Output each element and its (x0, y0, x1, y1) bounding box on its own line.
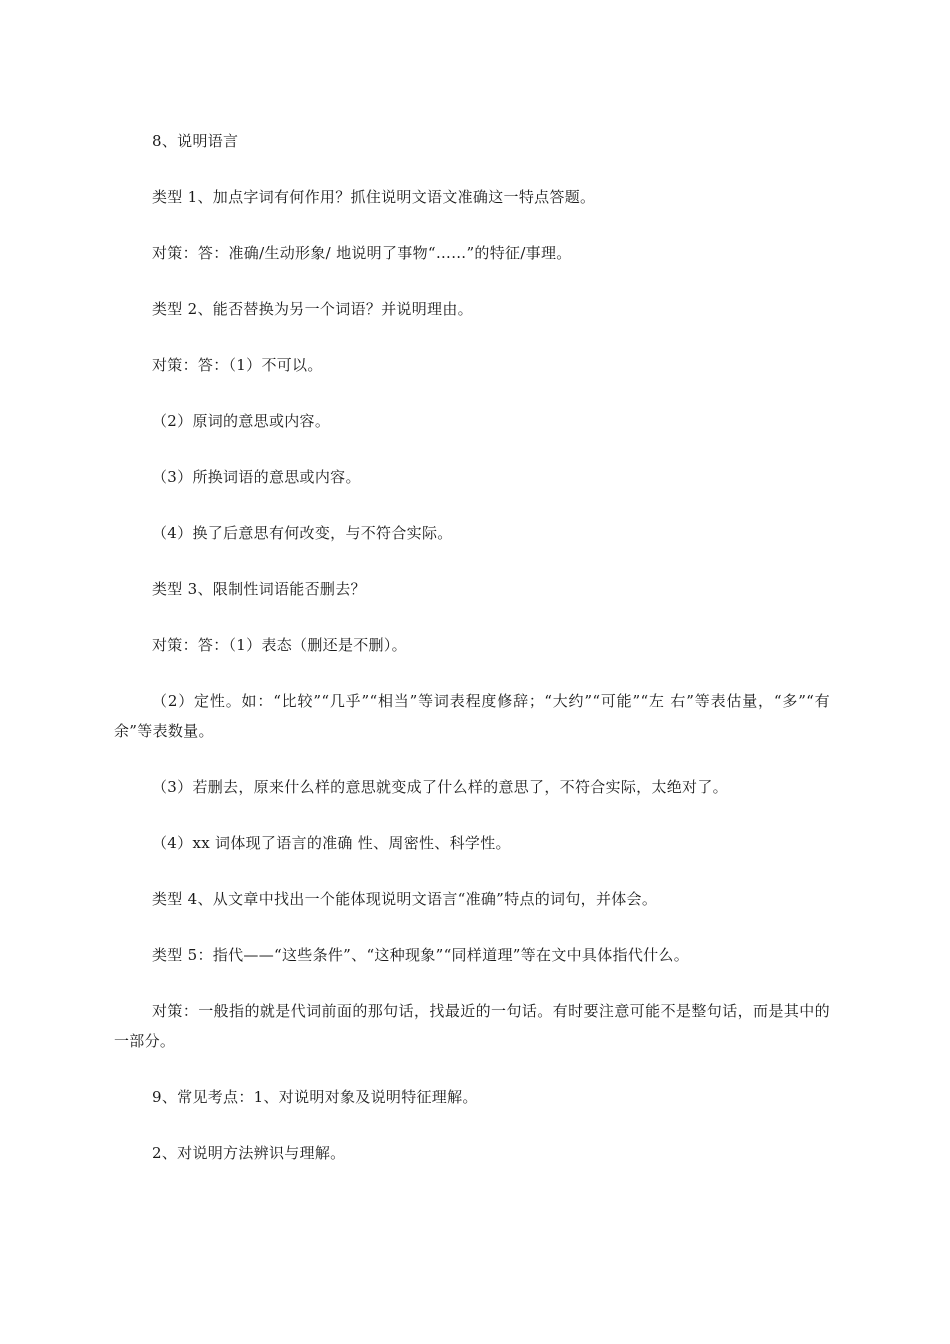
paragraph-type-4: 类型 4、从文章中找出一个能体现说明文语言“准确”特点的词句，并体会。 (152, 890, 658, 908)
paragraph-strategy-3-item-3: （3）若删去，原来什么样的意思就变成了什么样的意思了，不符合实际，太绝对了。 (152, 778, 728, 796)
paragraph-type-1: 类型 1、加点字词有何作用？抓住说明文语文准确这一特点答题。 (152, 188, 596, 206)
document-body (114, 126, 830, 1194)
paragraph-strategy-2: 对策：答：（1）不可以。 (152, 356, 323, 374)
paragraph-type-2: 类型 2、能否替换为另一个词语？并说明理由。 (152, 300, 473, 318)
paragraph-strategy-3: 对策：答：（1）表态（删还是不删）。 (152, 636, 407, 654)
paragraph-point-2: 2、对说明方法辨识与理解。 (152, 1144, 346, 1162)
section-heading-8: 8、说明语言 (152, 132, 239, 150)
paragraph-strategy-1: 对策：答：准确/生动形象/ 地说明了事物“……”的特征/事理。 (152, 244, 572, 262)
paragraph-strategy-2-item-3: （3）所换词语的意思或内容。 (152, 468, 361, 486)
paragraph-strategy-3-item-2: （2）定性。如：“比较”“几乎”“相当”等词表程度修辞；“大约”“可能”“左 右”等表估量，“多”“有余”等表数量。 (114, 692, 830, 740)
paragraph-type-5: 类型 5：指代——“这些条件”、“这种现象”“同样道理”等在文中具体指代什么。 (152, 946, 690, 964)
paragraph-strategy-5: 对策：一般指的就是代词前面的那句话，找最近的一句话。有时要注意可能不是整句话，而是其中的一部分。 (114, 1002, 830, 1050)
paragraph-strategy-3-item-4: （4）xx 词体现了语言的准确 性、周密性、科学性。 (152, 834, 511, 852)
paragraph-type-3: 类型 3、限制性词语能否删去？ (152, 580, 366, 598)
paragraph-strategy-2-item-2: （2）原词的意思或内容。 (152, 412, 331, 430)
section-heading-9: 9、常见考点：1、对说明对象及说明特征理解。 (152, 1088, 478, 1106)
paragraph-strategy-2-item-4: （4）换了后意思有何改变，与不符合实际。 (152, 524, 453, 542)
